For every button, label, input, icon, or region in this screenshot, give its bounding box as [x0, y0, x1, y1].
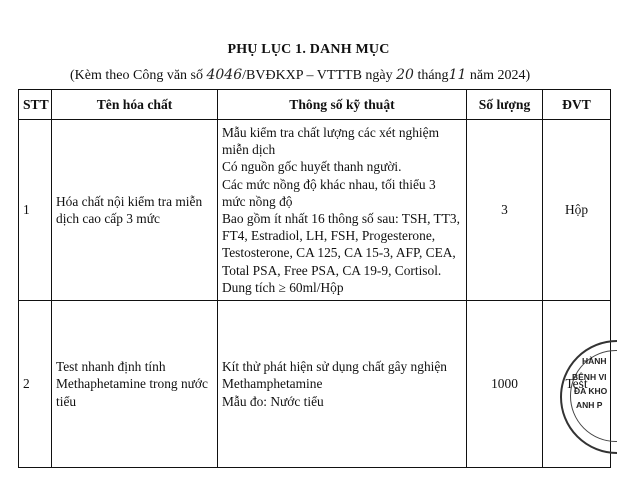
document-title: PHỤ LỤC 1. DANH MỤC: [227, 42, 390, 57]
seal-text: HÀNH: [582, 356, 607, 366]
row-spec: [218, 301, 467, 468]
subtitle-mid: /BVĐKXP – VTTTB ngày: [242, 68, 393, 83]
handwritten-day: 20: [396, 67, 414, 83]
row-qty: 1000: [467, 301, 543, 468]
header-unit: ĐVT: [543, 90, 611, 120]
handwritten-month: 11: [448, 67, 467, 83]
row-qty: 3: [467, 120, 543, 301]
header-spec: Thông số kỹ thuật: [218, 90, 467, 120]
row-name: Test nhanh định tính Methaphetamine trong nước tiểu: [52, 301, 218, 468]
row-name: Hóa chất nội kiểm tra miễn dịch cao cấp 3 mức: [52, 120, 218, 301]
table-header-row: [19, 90, 611, 120]
spec-line: Mẫu đo: Nước tiểu: [222, 393, 324, 409]
year-text: năm 2024): [469, 68, 531, 83]
spec-line: Mẫu kiểm tra chất lượng các xét nghiệm miễn dịch: [222, 124, 439, 158]
spec-line: Có nguồn gốc huyết thanh người.: [222, 159, 402, 175]
month-label: tháng: [417, 68, 449, 83]
subtitle-prefix: (Kèm theo Công văn số: [70, 68, 203, 83]
table-row: [19, 301, 611, 468]
row-unit: Hộp: [543, 120, 611, 301]
header-qty: Số lượng: [467, 90, 543, 120]
header-name: Tên hóa chất: [52, 90, 218, 120]
handwritten-doc-number: 4046: [206, 67, 243, 83]
header-stt: STT: [19, 90, 52, 120]
seal-text: BỆNH VI: [572, 372, 607, 382]
chemicals-table: [18, 89, 611, 468]
spec-line: Kít thử phát hiện sử dụng chất gây nghiện Methamphetamine: [222, 359, 448, 392]
row-stt: 1: [19, 120, 52, 301]
spec-line: Bao gồm ít nhất 16 thông số sau: TSH, TT3, FT4, Estradiol, LH, FSH, Progesterone, Testosterone, CA 125, CA 15-3, AFP, CEA, Total PSA, Free PSA, CA 19-9, Cortisol.: [222, 211, 460, 278]
seal-text: ĐA KHO: [574, 386, 608, 396]
seal-text: ANH P: [576, 400, 603, 410]
document-subtitle: [70, 67, 530, 84]
row-stt: 2: [19, 301, 52, 468]
row-unit: Test: [543, 301, 611, 468]
spec-line: Dung tích ≥ 60ml/Hộp: [222, 279, 344, 295]
table-row: [19, 120, 611, 301]
spec-line: Các mức nồng độ khác nhau, tối thiểu 3 mức nồng độ: [222, 176, 436, 209]
row-spec: [218, 120, 467, 301]
